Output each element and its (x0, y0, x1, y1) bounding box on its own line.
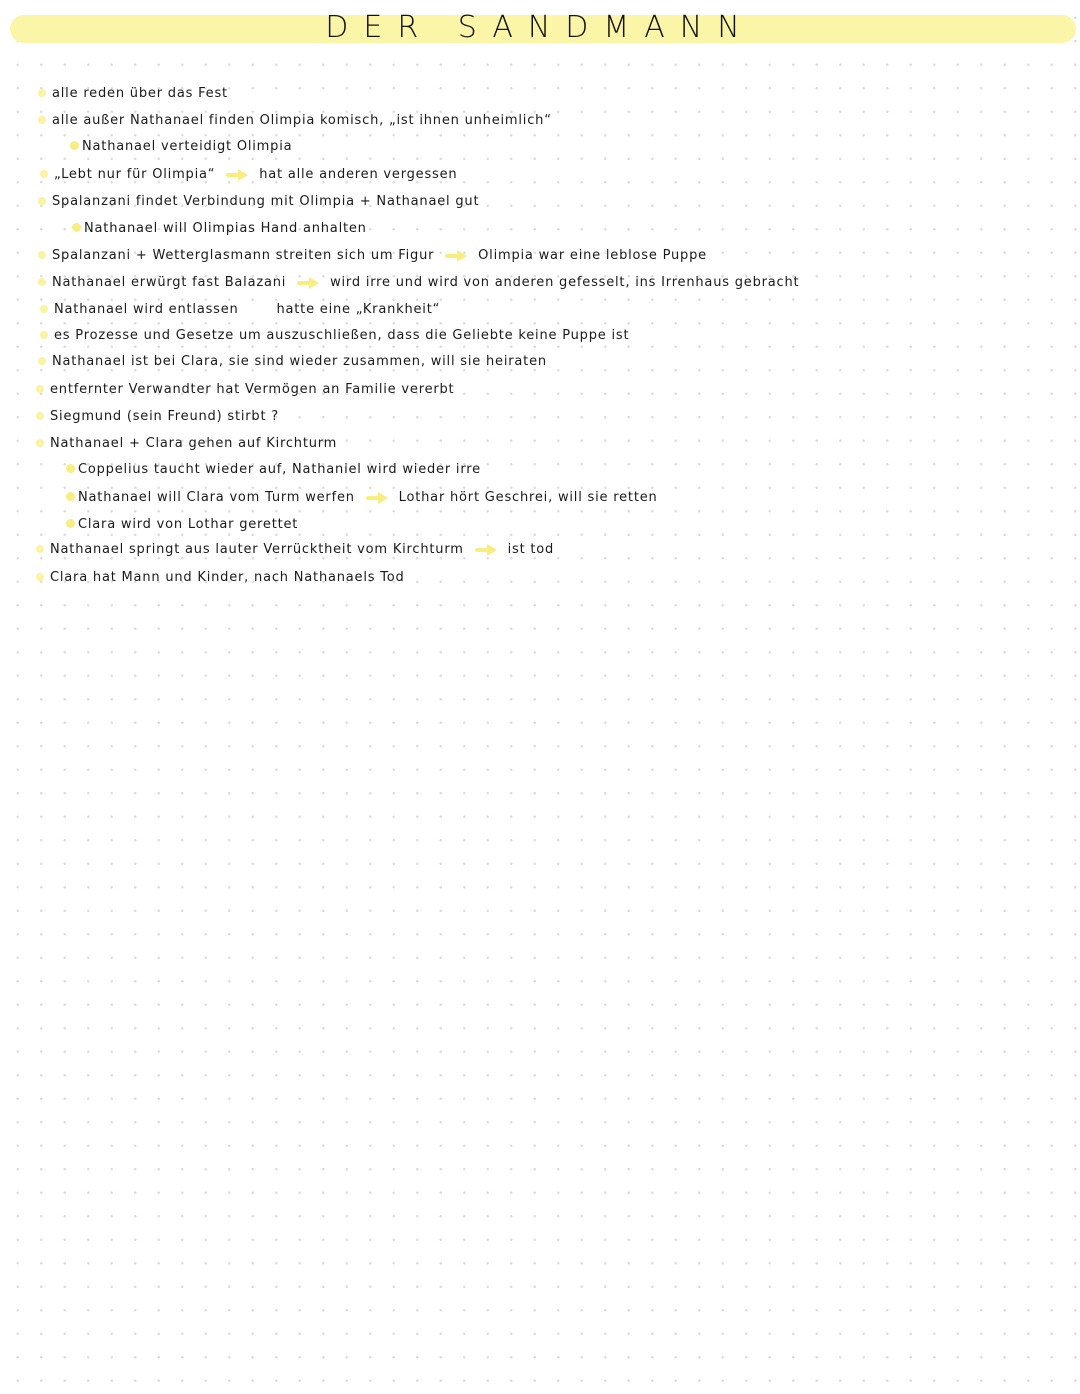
note-text: Clara hat Mann und Kinder, nach Nathanaels Tod (50, 570, 405, 585)
note-text: Clara wird von Lothar gerettet (78, 517, 299, 532)
note-text: es Prozesse und Gesetze um auszuschließen, dass die Geliebte keine Puppe ist (54, 328, 630, 343)
bullet-dot-icon (38, 251, 46, 259)
list-item (52, 190, 479, 214)
list-item (52, 82, 228, 106)
note-text: ist tod (507, 542, 555, 557)
note-text: Nathanael will Clara vom Turm werfen (78, 490, 355, 505)
bullet-dot-icon (38, 278, 46, 286)
list-item (50, 538, 554, 562)
bullet-dot-icon (40, 305, 48, 313)
arrow-right-icon (297, 277, 319, 289)
list-item (52, 271, 799, 295)
note-text: Coppelius taucht wieder auf, Nathaniel wird wieder irre (78, 462, 481, 477)
note-text: Lothar hört Geschrei, will sie retten (398, 490, 658, 505)
bullet-dot-icon (66, 464, 75, 473)
note-text: Olimpia war eine leblose Puppe (478, 248, 707, 263)
note-text: Spalanzani findet Verbindung mit Olimpia + Nathanael gut (52, 194, 480, 209)
bullet-dot-icon (70, 141, 79, 150)
list-item (54, 324, 629, 348)
bullet-dot-icon (38, 89, 46, 97)
note-text: entfernter Verwandter hat Vermögen an Familie vererbt (50, 382, 455, 397)
note-text: Nathanael ist bei Clara, sie sind wieder zusammen, will sie heiraten (52, 354, 547, 369)
note-text: Spalanzani + Wetterglasmann streiten sich um Figur (52, 248, 435, 263)
note-text: Nathanael erwürgt fast Balazani (52, 275, 287, 290)
list-item (50, 378, 454, 402)
note-text: hat alle anderen vergessen (259, 167, 458, 182)
bullet-dot-icon (38, 357, 46, 365)
note-text: alle außer Nathanael finden Olimpia komisch, „ist ihnen unheimlich“ (52, 113, 552, 128)
list-item (50, 566, 405, 590)
list-item (54, 298, 440, 322)
sub-list-item (84, 217, 367, 241)
note-text: Nathanael springt aus lauter Verrücktheit vom Kirchturm (50, 542, 464, 557)
list-item (50, 405, 279, 429)
bullet-dot-icon (72, 223, 81, 232)
sub-list-item (78, 458, 481, 482)
bullet-dot-icon (40, 331, 48, 339)
list-item (52, 109, 552, 133)
list-item (52, 350, 547, 374)
list-item (50, 432, 337, 456)
arrow-right-icon (445, 250, 467, 262)
bullet-dot-icon (40, 170, 48, 178)
bullet-dot-icon (66, 492, 75, 501)
bullet-dot-icon (36, 573, 44, 581)
list-item (52, 244, 707, 268)
note-text: Nathanael verteidigt Olimpia (82, 139, 293, 154)
bullet-dot-icon (36, 385, 44, 393)
note-text: Nathanael will Olimpias Hand anhalten (84, 221, 367, 236)
note-text: Nathanael wird entlassen (54, 302, 239, 317)
sub-list-item (78, 486, 658, 510)
bullet-dot-icon (66, 519, 75, 528)
bullet-dot-icon (38, 116, 46, 124)
note-text: Nathanael + Clara gehen auf Kirchturm (50, 436, 338, 451)
bullet-dot-icon (36, 412, 44, 420)
arrow-right-icon (475, 544, 497, 556)
page-title: DER SANDMANN (325, 10, 755, 45)
note-text: „Lebt nur für Olimpia“ (54, 167, 216, 182)
bullet-dot-icon (38, 197, 46, 205)
arrow-right-icon (366, 492, 388, 504)
bullet-dot-icon (36, 439, 44, 447)
note-text: wird irre und wird von anderen gefesselt, ins Irrenhaus gebracht (330, 275, 800, 290)
note-text: hatte eine „Krankheit“ (276, 302, 441, 317)
note-text: alle reden über das Fest (52, 86, 228, 101)
arrow-right-icon (226, 169, 248, 181)
note-text: Siegmund (sein Freund) stirbt ? (50, 409, 279, 424)
list-item (54, 163, 457, 187)
sub-list-item (82, 135, 292, 159)
bullet-dot-icon (36, 545, 44, 553)
sub-list-item (78, 513, 298, 537)
